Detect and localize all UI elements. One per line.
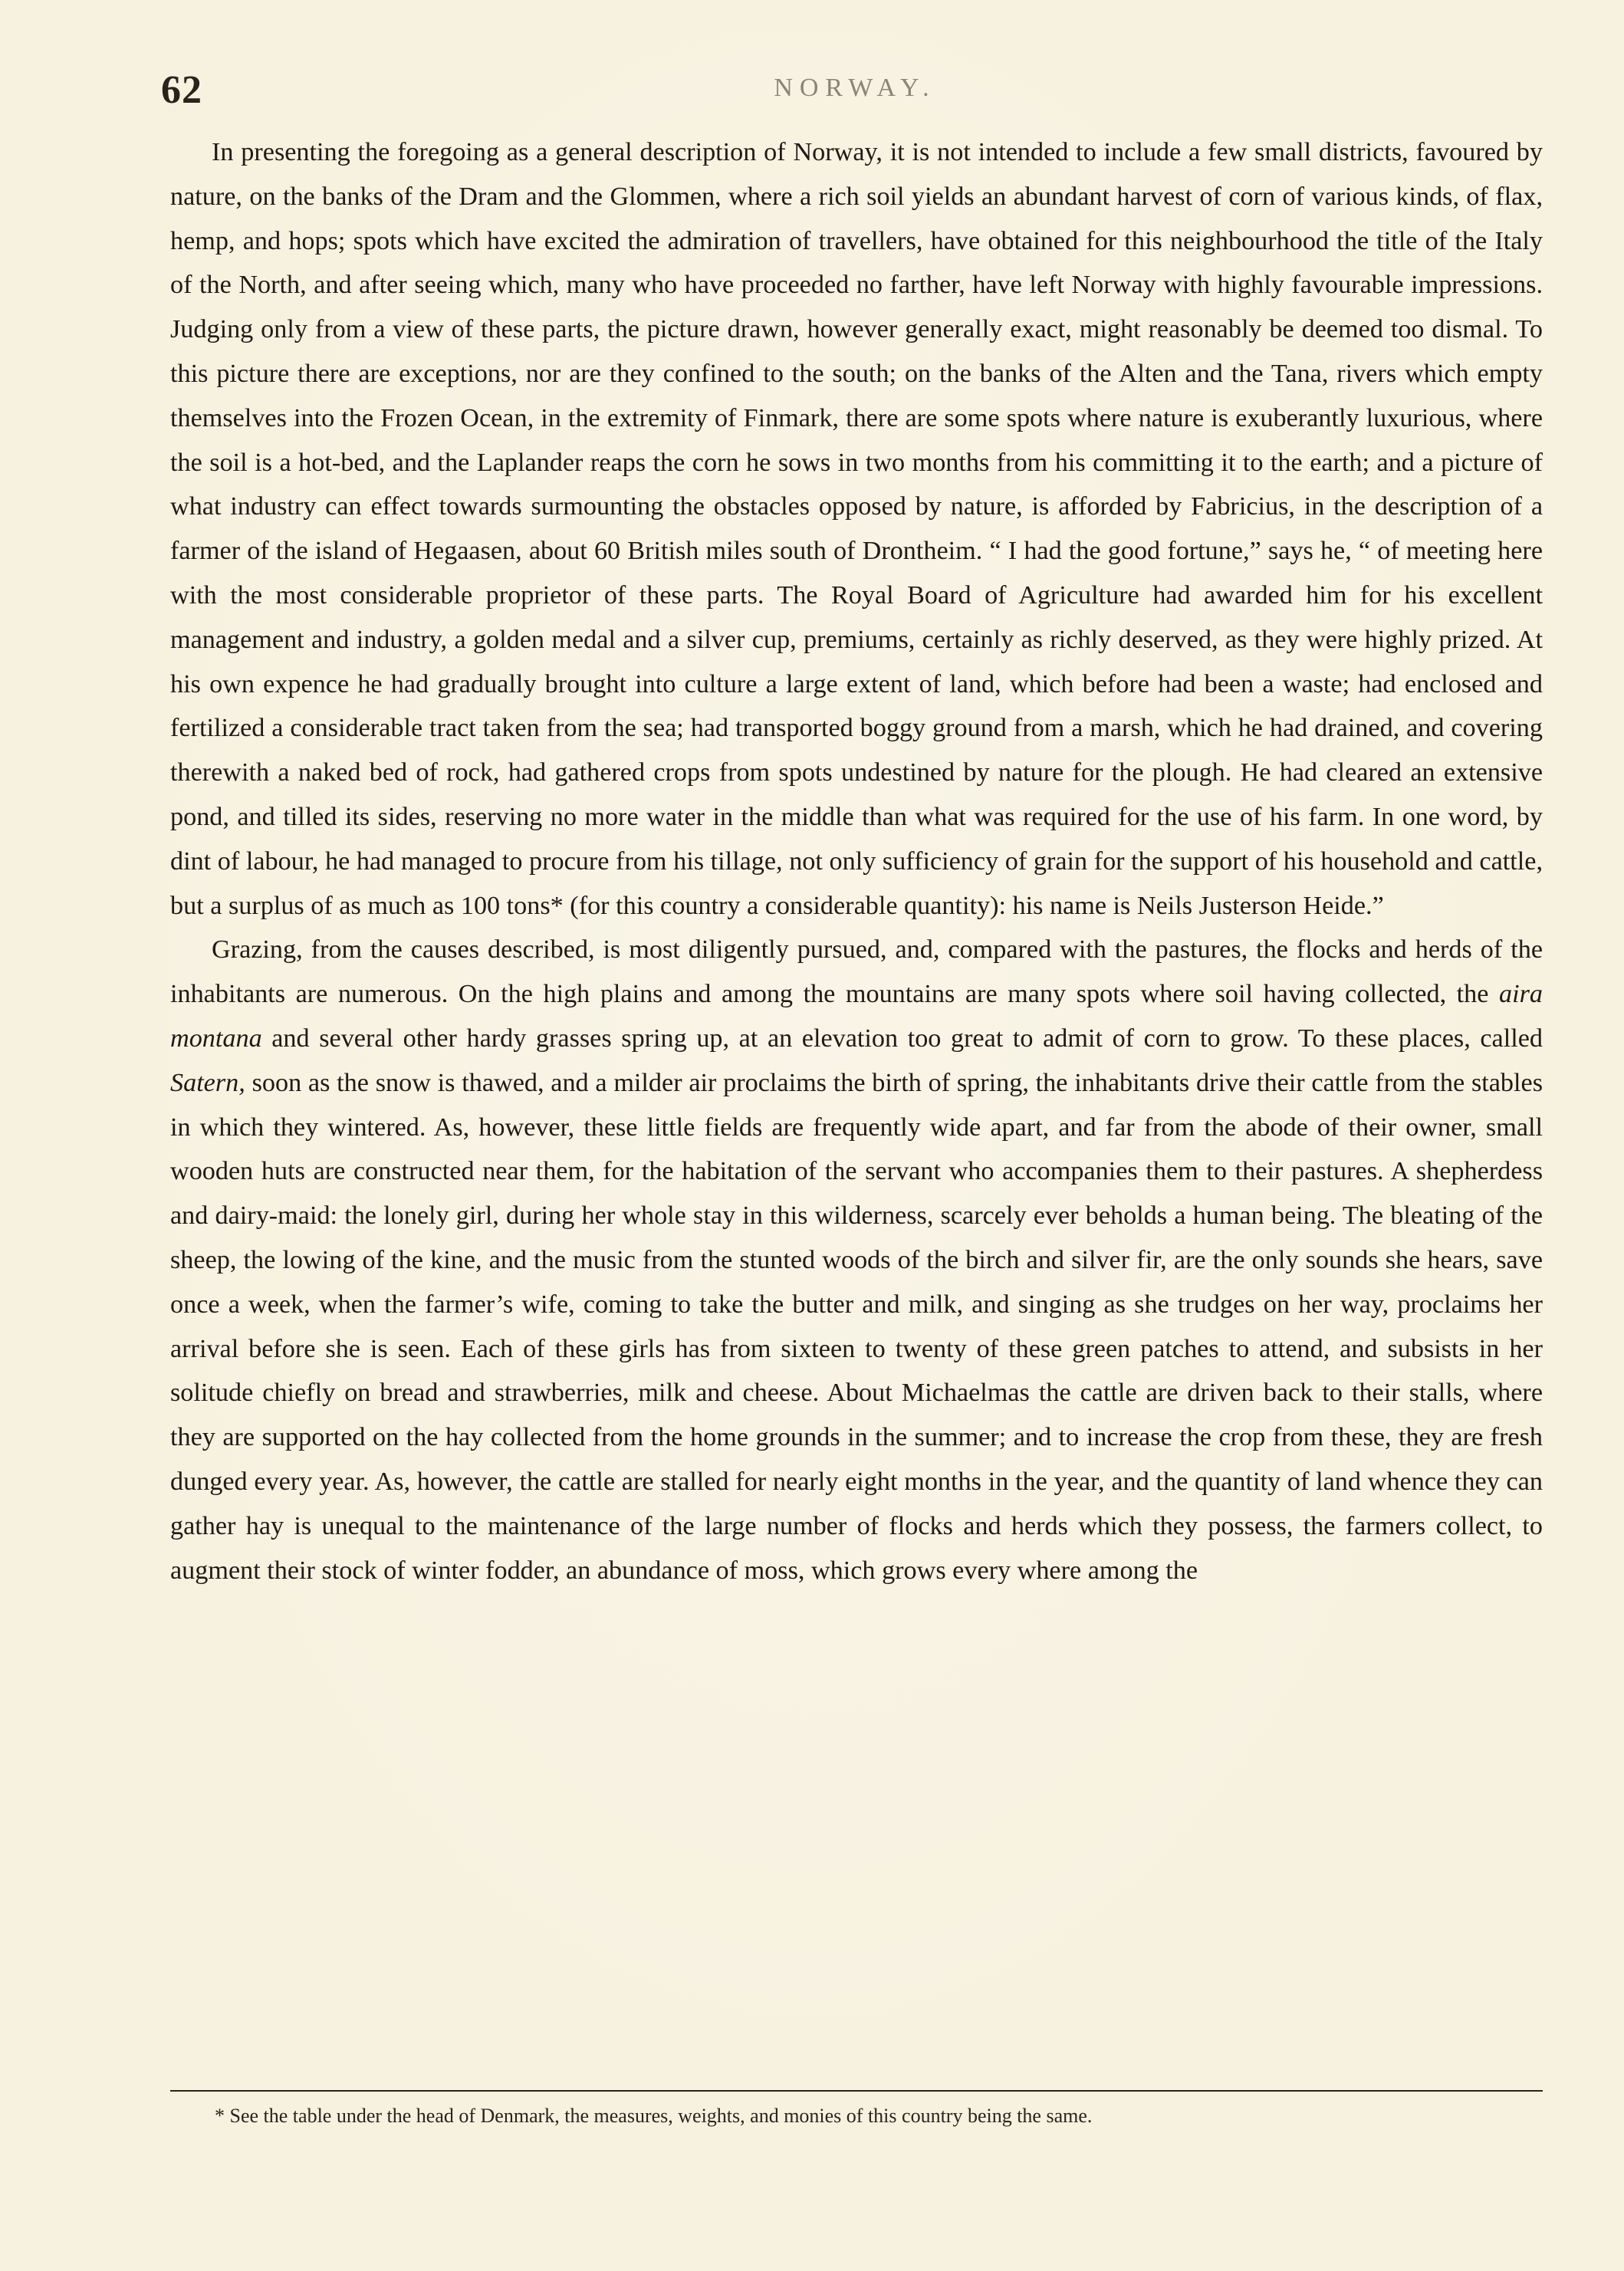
body-text — [170, 130, 1543, 1592]
page-header — [161, 67, 1549, 121]
paragraph-2-italic-term-satern: Satern, — [170, 1068, 245, 1097]
paragraph-2-text-b: and several other hardy grasses spring up, at an elevation too great to admit of corn to grow. To these places, called — [261, 1024, 1543, 1053]
footnote: * See the table under the head of Denmark, the measures, weights, and monies of this country being the same. — [215, 2105, 1093, 2127]
running-title: NORWAY. — [774, 74, 936, 102]
footnote-rule — [170, 2090, 1543, 2092]
paragraph-2-italic-term-aira-montana: aira montana — [170, 980, 1543, 1053]
paragraph-2 — [170, 928, 1543, 1592]
paragraph-2-text-a: Grazing, from the causes described, is most diligently pursued, and, compared with the pastures, the flocks and herds of the inhabitants are numerous. On the high plains and among the mountains are many spots where soil having collected, the — [170, 935, 1543, 1009]
paragraph-1: In presenting the foregoing as a general description of Norway, it is not intended to include a few small districts, favoured by nature, on the banks of the Dram and the Glommen, where a rich soil yields an abundant harvest of corn of various kinds, of flax, hemp, and hops; spots which have excited the admiration of travellers, have obtained for this neighbourhood the title of the Italy of the North, and after seeing which, many who have proceeded no farther, have left Norway with highly favourable impressions. Judging only from a view of these parts, the picture drawn, however generally exact, might reasonably be deemed too dismal. To this picture there are exceptions, nor are they confined to the south; on the banks of the Alten and the Tana, rivers which empty themselves into the Frozen Ocean, in the extremity of Finmark, there are some spots where nature is exuberantly luxurious, where the soil is a hot-bed, and the Laplander reaps the corn he sows in two months from his committing it to the earth; and a picture of what industry can effect towards surmounting the obstacles opposed by nature, is afforded by Fabricius, in the description of a farmer of the island of Hegaasen, about 60 British miles south of Drontheim. “ I had the good fortune,” says he, “ of meeting here with the most considerable proprietor of these parts. The Royal Board of Agriculture had awarded him for his excellent management and industry, a golden medal and a silver cup, premiums, certainly as richly deserved, as they were highly prized. At his own expence he had gradually brought into culture a large extent of land, which before had been a waste; had enclosed and fertilized a considerable tract taken from the sea; had transported boggy ground from a marsh, which he had drained, and covering therewith a naked bed of rock, had gathered crops from spots undestined by nature for the plough. He had cleared an extensive pond, and tilled its sides, reserving no more water in the middle than what was required for the use of his farm. In one word, by dint of labour, he had managed to procure from his tillage, not only sufficiency of grain for the support of his household and cattle, but a surplus of as much as 100 tons* (for this country a considerable quantity): his name is Neils Justerson Heide.” — [170, 138, 1543, 920]
page-number: 62 — [161, 68, 202, 112]
paragraph-2-text-c: soon as the snow is thawed, and a milder air proclaims the birth of spring, the inhabitants drive their cattle from the stables in which they wintered. As, however, these little fields are frequently wide apart, and far from the abode of their owner, small wooden huts are constructed near them, for the habitation of the servant who accompanies them to their pastures. A shepherdess and dairy-maid: the lonely girl, during her whole stay in this wilderness, scarcely ever beholds a human being. The bleating of the sheep, the lowing of the kine, and the music from the stunted woods of the birch and silver fir, are the only sounds she hears, save once a week, when the farmer’s wife, coming to take the butter and milk, and singing as she trudges on her way, proclaims her arrival before she is seen. Each of these girls has from sixteen to twenty of these green patches to attend, and subsists in her solitude chiefly on bread and strawberries, milk and cheese. About Michaelmas the cattle are driven back to their stalls, where they are supported on the hay collected from the home grounds in the summer; and to increase the crop from these, they are fresh dunged every year. As, however, the cattle are stalled for nearly eight months in the year, and the quantity of land whence they can gather hay is unequal to the maintenance of the large number of flocks and herds which they possess, the farmers collect, to augment their stock of winter fodder, an abundance of moss, which grows every where among the — [170, 1068, 1543, 1585]
